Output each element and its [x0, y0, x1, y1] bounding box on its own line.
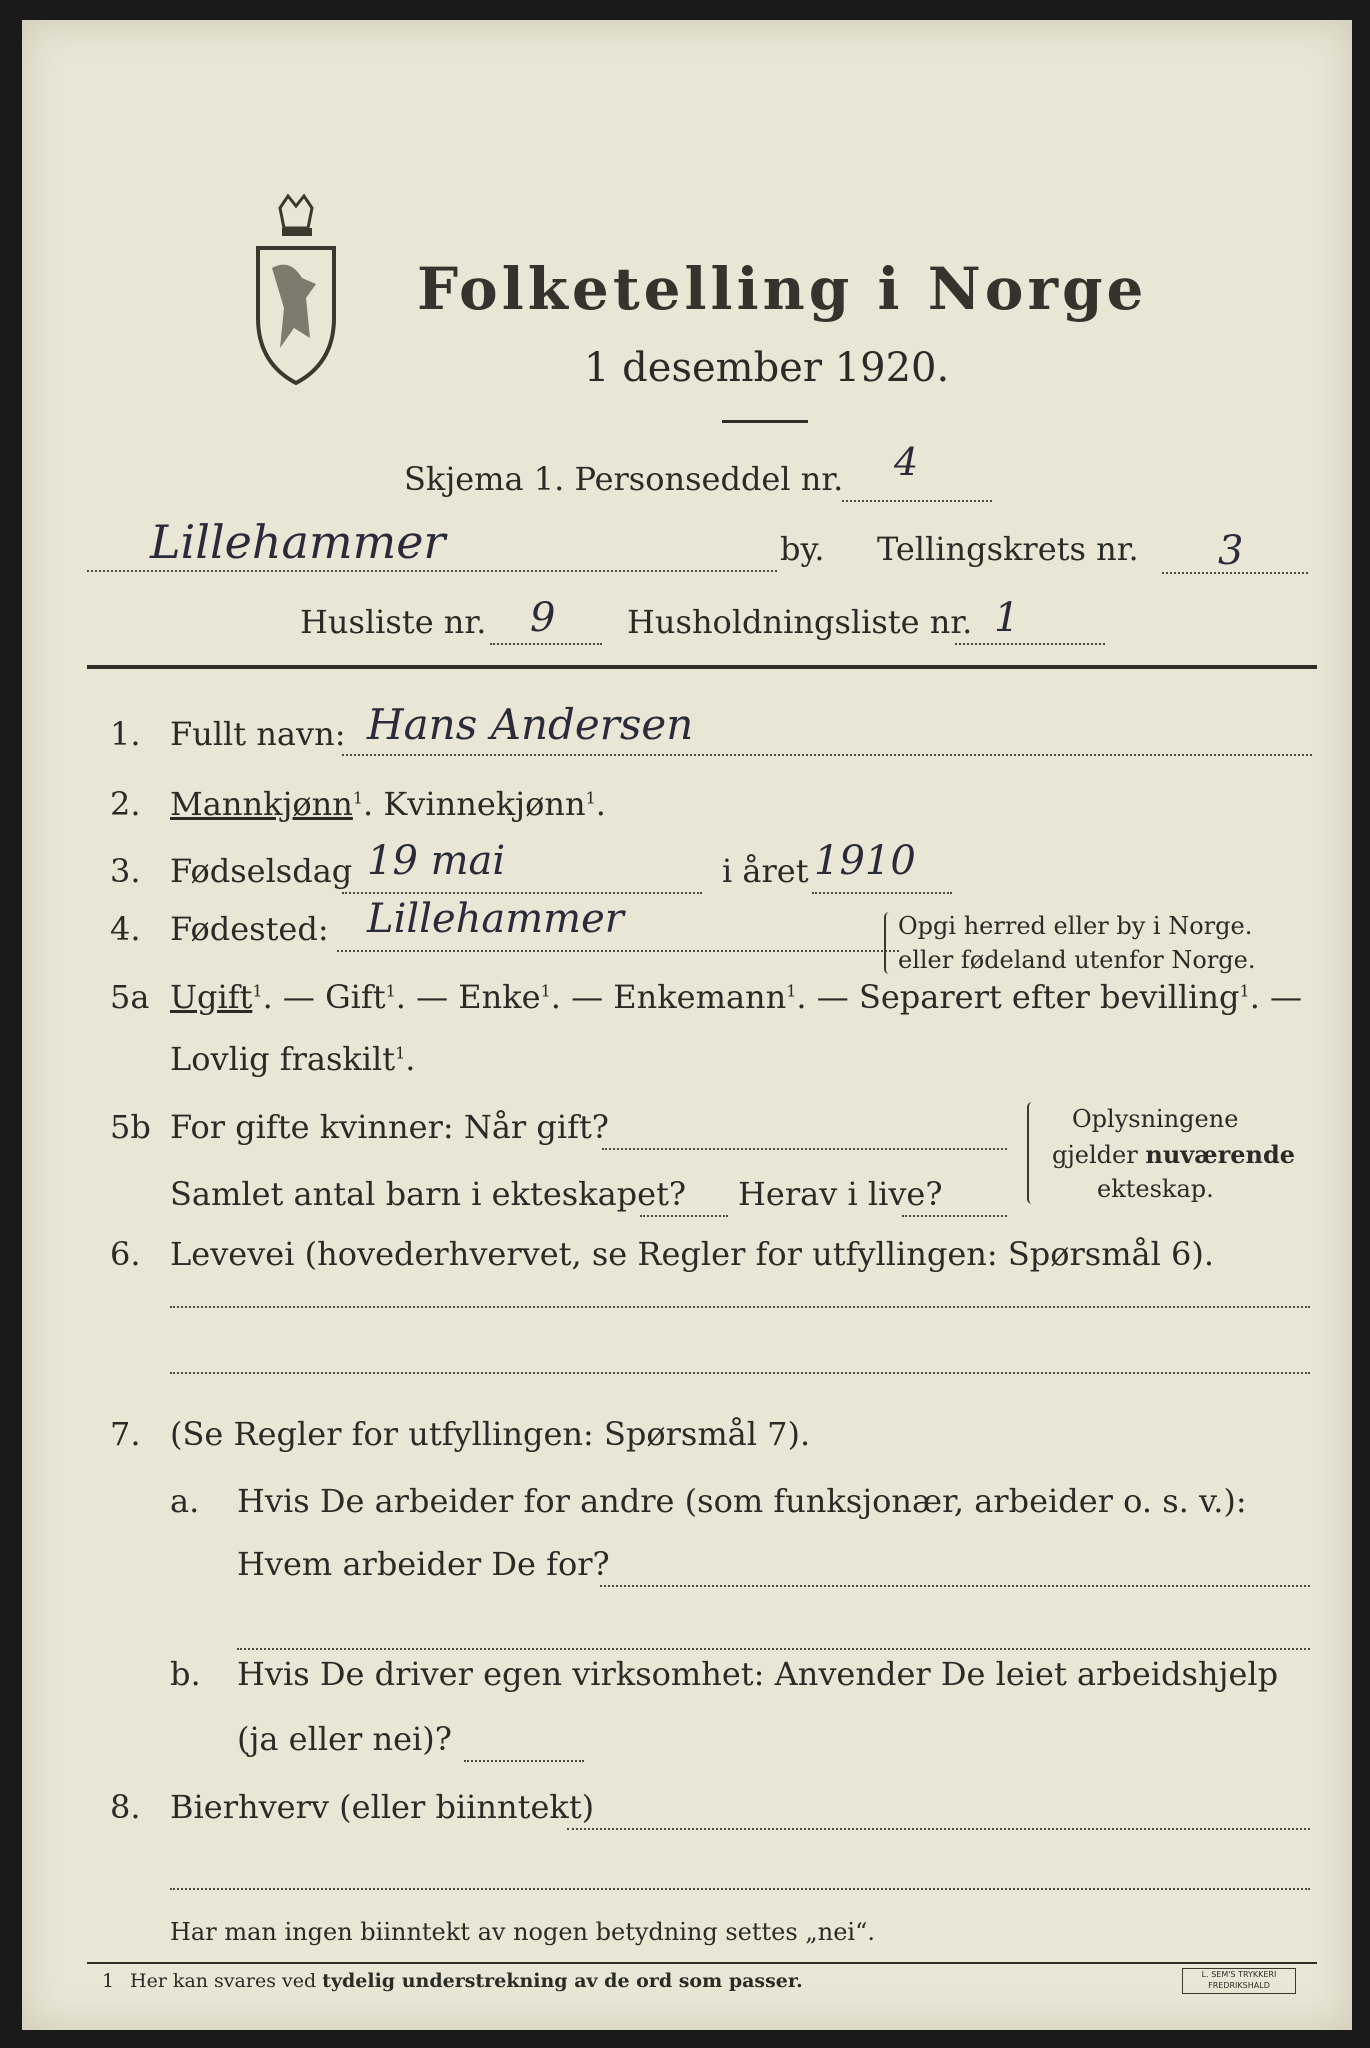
q5a-dash: . — — [1249, 978, 1303, 1016]
by-value[interactable]: Lillehammer — [150, 515, 446, 569]
printer-stamp-line1: L. SEM'S TRYKKERI — [1201, 1970, 1277, 1979]
q5a-sup: 1 — [786, 981, 797, 1001]
q3-year-line — [812, 892, 952, 894]
q5b-note2a: gjelder — [1052, 1141, 1138, 1169]
q5a-sup: 1 — [540, 981, 551, 1001]
q5a-sup: 1 — [385, 981, 396, 1001]
q4-brace — [884, 912, 894, 974]
q2-sup2: 1 — [585, 788, 596, 808]
q1-value[interactable]: Hans Andersen — [367, 700, 694, 749]
footer-note: Har man ingen biinntekt av nogen betydning settes „nei“. — [170, 1918, 875, 1946]
q5b-note2 — [1052, 1140, 1295, 1169]
q7b-line2: (ja eller nei)? — [237, 1720, 452, 1758]
q7b-answer-line — [464, 1760, 584, 1762]
q7a-line2: Hvem arbeider De for? — [237, 1545, 610, 1583]
q5a-gift[interactable]: — Gift — [282, 978, 386, 1016]
husliste-line — [490, 643, 602, 645]
q5b-brace — [1027, 1102, 1037, 1204]
q3-value[interactable]: 19 mai — [367, 838, 506, 884]
by-line — [87, 570, 777, 572]
q3-label: Fødselsdag — [170, 852, 353, 890]
q8-line — [567, 1828, 1310, 1830]
q5b-line1 — [602, 1148, 1007, 1150]
q2-sup1: 1 — [352, 788, 364, 808]
q6-line1 — [170, 1306, 1310, 1308]
q5b-note2b: nuværende — [1145, 1140, 1296, 1169]
q5b-number: 5b — [110, 1108, 151, 1146]
q4-label: Fødested: — [170, 910, 329, 948]
q7a-number: a. — [170, 1482, 200, 1520]
q2-male-option[interactable]: Mannkjønn — [170, 785, 353, 823]
census-date: 1 desember 1920. — [584, 345, 950, 391]
q7b-number: b. — [170, 1655, 201, 1693]
title-divider — [722, 420, 808, 423]
q5a-options: Ugift$^1$. — Gift$^1$. — Enke$^1$. — Enkemann$^1$. — Separert efter bevilling$^1$. — — [170, 978, 1303, 1016]
footnote-text-b: tydelig understrekning av de ord som passer. — [322, 1970, 803, 1992]
q3-line — [342, 892, 702, 894]
q5a-line2: Lovlig fraskilt$^1$. — [170, 1040, 416, 1078]
q5a-ugift[interactable]: Ugift — [170, 978, 253, 1016]
q8-number: 8. — [110, 1788, 141, 1826]
tellingskrets-value[interactable]: 3 — [1218, 528, 1244, 574]
q7a-line1: Hvis De arbeider for andre (som funksjonær, arbeider o. s. v.): — [237, 1482, 1247, 1520]
q4-line — [337, 950, 899, 952]
census-form — [22, 20, 1352, 2030]
skjema-line — [842, 500, 992, 502]
husliste-label: Husliste nr. — [300, 603, 487, 641]
q5a-separert[interactable]: — Separert efter bevilling — [816, 978, 1240, 1016]
q6-line2 — [170, 1372, 1310, 1374]
q3-year-label: i året — [722, 852, 809, 890]
q5b-line2 — [640, 1215, 728, 1217]
husholdning-value[interactable]: 1 — [994, 595, 1020, 641]
by-label: by. — [780, 530, 825, 568]
q5a-sup: 1 — [1239, 981, 1250, 1001]
husholdning-label: Husholdningsliste nr. — [627, 603, 973, 641]
q4-value[interactable]: Lillehammer — [367, 896, 624, 942]
q8-line2 — [170, 1888, 1310, 1890]
q5a-sup: 1 — [395, 1043, 406, 1063]
footnote-text — [130, 1970, 803, 1992]
husholdning-line — [955, 643, 1105, 645]
q4-note1: Opgi herred eller by i Norge. — [898, 912, 1253, 940]
q7a-answer-line2 — [237, 1648, 1310, 1650]
q4-note2: eller fødeland utenfor Norge. — [898, 946, 1256, 974]
q6-label: Levevei (hovederhvervet, se Regler for utfyllingen: Spørsmål 6). — [170, 1235, 1215, 1273]
skjema-value[interactable]: 4 — [894, 440, 919, 484]
q5a-sup: 1 — [252, 981, 263, 1001]
form-title: Folketelling i Norge — [417, 255, 1148, 323]
q4-number: 4. — [110, 910, 141, 948]
q3-number: 3. — [110, 852, 141, 890]
q6-number: 6. — [110, 1235, 141, 1273]
q7-number: 7. — [110, 1415, 141, 1453]
q1-label: Fullt navn: — [170, 715, 346, 753]
q5b-label2: Samlet antal barn i ekteskapet? — [170, 1175, 687, 1213]
q3-year-value[interactable]: 1910 — [814, 838, 916, 884]
q5b-label1: For gifte kvinner: Når gift? — [170, 1108, 609, 1146]
printer-stamp — [1182, 1968, 1296, 1994]
q2-options: Mannkjønn$^1$. Kvinnekjønn$^1$. — [170, 785, 606, 823]
q7-label: (Se Regler for utfyllingen: Spørsmål 7). — [170, 1415, 811, 1453]
q2-number: 2. — [110, 785, 141, 823]
tellingskrets-label: Tellingskrets nr. — [877, 530, 1139, 568]
q5a-enke[interactable]: — Enke — [416, 978, 541, 1016]
q5a-enkemann[interactable]: — Enkemann — [571, 978, 787, 1016]
footnote-mark: 1 — [102, 1970, 115, 1992]
skjema-label: Skjema 1. Personseddel nr. — [404, 460, 844, 498]
printer-stamp-line2: FREDRIKSHALD — [1208, 1981, 1270, 1990]
coat-of-arms-logo — [250, 188, 342, 388]
q5b-label3: Herav i live? — [738, 1175, 943, 1213]
q7b-line1: Hvis De driver egen virksomhet: Anvender De leiet arbeidshjelp — [237, 1655, 1279, 1693]
q5a-number: 5a — [110, 978, 150, 1016]
footnote-text-a: Her kan svares ved — [130, 1970, 323, 1992]
q5b-note3: ekteskap. — [1097, 1175, 1214, 1203]
q1-number: 1. — [110, 715, 141, 753]
footer-rule — [87, 1962, 1317, 1964]
q8-label: Bierhverv (eller biinntekt) — [170, 1788, 595, 1826]
q2-end: . — [595, 785, 606, 823]
q5a-lovlig[interactable]: Lovlig fraskilt — [170, 1040, 396, 1078]
q5b-note1: Oplysningene — [1072, 1105, 1239, 1133]
q1-line — [342, 754, 1312, 756]
header-rule — [87, 665, 1317, 669]
q7a-answer-line1 — [600, 1585, 1310, 1587]
husliste-value[interactable]: 9 — [530, 595, 556, 641]
q2-female-option[interactable]: Kvinnekjønn — [383, 785, 586, 823]
q5b-line3 — [902, 1215, 1007, 1217]
